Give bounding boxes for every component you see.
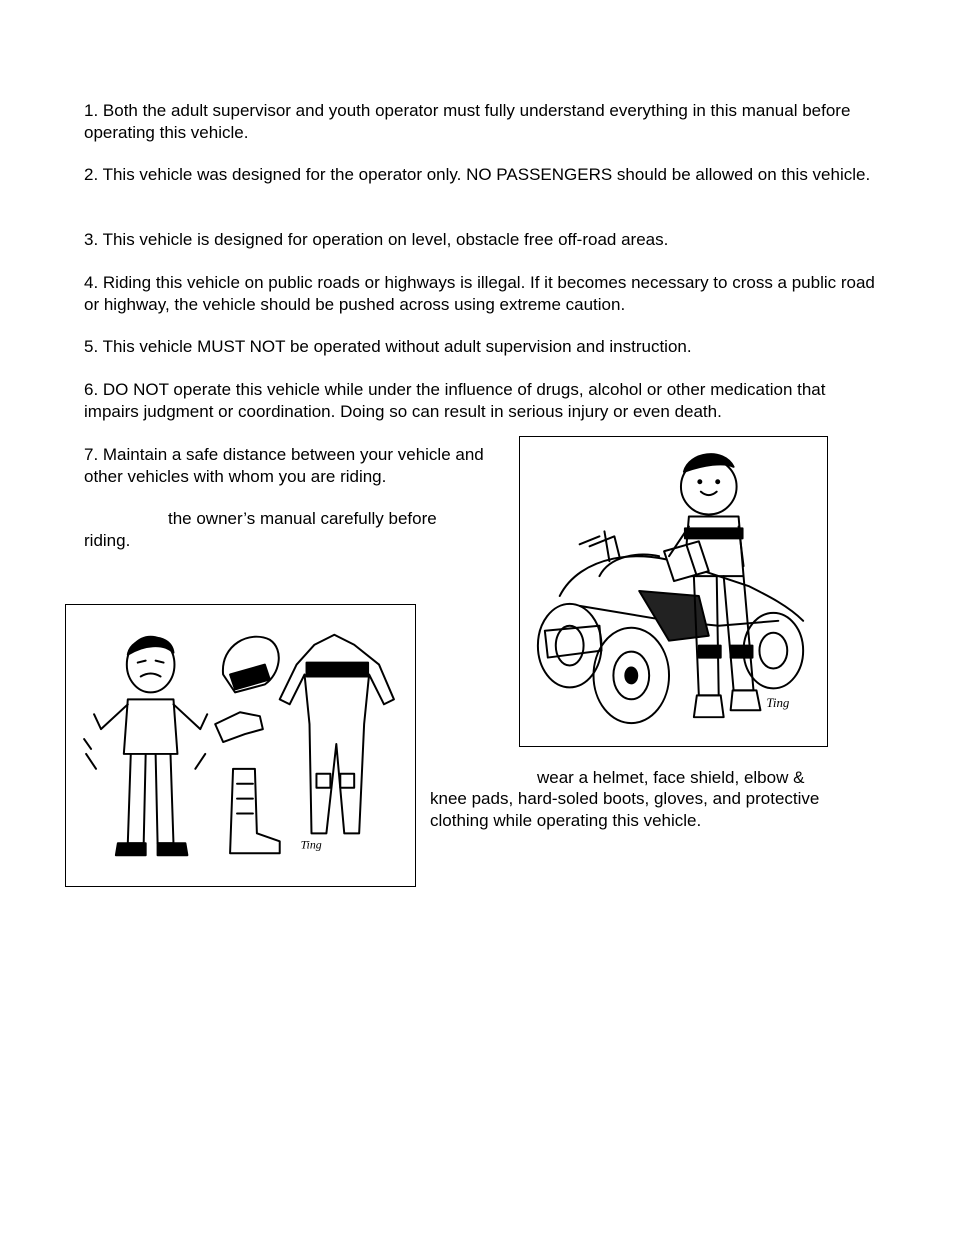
rule-2: 2. This vehicle was designed for the operator only. NO PASSENGERS should be allowed on this vehicle. bbox=[84, 165, 871, 184]
rule-3: 3. This vehicle is designed for operation on level, obstacle free off-road areas. bbox=[84, 230, 669, 249]
rule-8-line-1: the owner’s manual carefully before bbox=[168, 509, 437, 528]
rule-4: 4. Riding this vehicle on public roads or highways is illegal. If it becomes necessary to cross a public road or highway, the vehicle should be pushed across using extreme caution. bbox=[84, 273, 875, 314]
rule-5: 5. This vehicle MUST NOT be operated without adult supervision and instruction. bbox=[84, 337, 692, 356]
rule-1: 1. Both the adult supervisor and youth operator must fully understand everything in this manual before operating this vehicle. bbox=[84, 101, 851, 142]
rule-6: 6. DO NOT operate this vehicle while under the influence of drugs, alcohol or other medication that impairs judgment or coordination. Doing so can result in serious injury or even death. bbox=[84, 380, 826, 421]
rule-9-line-2: knee pads, hard-soled boots, gloves, and protective clothing while operating this vehicle. bbox=[430, 789, 820, 830]
artist-signature: Ting bbox=[300, 837, 322, 852]
rule-7: 7. Maintain a safe distance between your vehicle and other vehicles with whom you are riding. bbox=[84, 445, 484, 486]
rule-9-line-1: wear a helmet, face shield, elbow & bbox=[537, 768, 805, 787]
child-with-protective-gear-illustration bbox=[65, 604, 416, 887]
rule-8-line-2: riding. bbox=[84, 531, 131, 550]
child-reading-manual-on-atv-illustration bbox=[519, 436, 828, 747]
artist-signature: Ting bbox=[766, 695, 790, 711]
